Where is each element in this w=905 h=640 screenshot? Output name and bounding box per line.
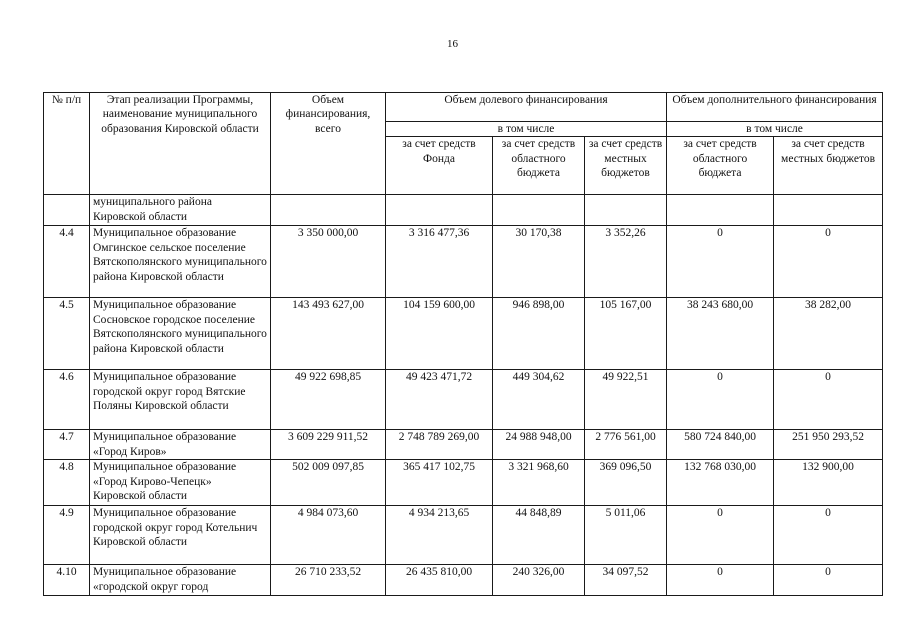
row-add-oblast: 0 — [667, 370, 774, 430]
row-name: муниципального района Кировской области — [90, 195, 271, 226]
row-num: 4.8 — [44, 460, 90, 506]
row-total — [271, 195, 386, 226]
row-add-local: 132 900,00 — [774, 460, 883, 506]
header-shared: Объем долевого финансирования — [386, 93, 667, 122]
table-row — [44, 430, 883, 460]
row-add-oblast: 0 — [667, 506, 774, 565]
row-total: 3 609 229 911,52 — [271, 430, 386, 460]
row-add-oblast — [667, 195, 774, 226]
header-add-local: за счет средств местных бюджетов — [774, 137, 883, 195]
row-oblast: 24 988 948,00 — [493, 430, 585, 460]
row-num: 4.5 — [44, 298, 90, 370]
header-oblast: за счет средств областного бюджета — [493, 137, 585, 195]
row-oblast: 30 170,38 — [493, 226, 585, 298]
row-add-oblast: 0 — [667, 565, 774, 596]
header-additional: Объем дополнительного финансирования — [667, 93, 883, 122]
row-local — [585, 195, 667, 226]
row-add-local: 0 — [774, 226, 883, 298]
row-add-oblast: 38 243 680,00 — [667, 298, 774, 370]
financing-table — [43, 92, 883, 596]
row-oblast: 44 848,89 — [493, 506, 585, 565]
row-oblast: 449 304,62 — [493, 370, 585, 430]
row-num: 4.6 — [44, 370, 90, 430]
row-name: Муниципальное образование Сосновское городское поселение Вятскополянского муниципального района Кировской области — [90, 298, 271, 370]
row-local: 49 922,51 — [585, 370, 667, 430]
row-name: Муниципальное образование городской округ город Вятские Поляны Кировской области — [90, 370, 271, 430]
header-including-shared: в том числе — [386, 122, 667, 137]
row-local: 2 776 561,00 — [585, 430, 667, 460]
page-number: 16 — [447, 38, 458, 50]
table-row — [44, 195, 883, 226]
row-name: Муниципальное образование «городской округ город — [90, 565, 271, 596]
row-add-local: 251 950 293,52 — [774, 430, 883, 460]
row-oblast: 3 321 968,60 — [493, 460, 585, 506]
table-row — [44, 506, 883, 565]
header-fund: за счет средств Фонда — [386, 137, 493, 195]
row-num: 4.7 — [44, 430, 90, 460]
row-add-oblast: 0 — [667, 226, 774, 298]
header-num: № п/п — [44, 93, 90, 195]
row-name: Муниципальное образование «Город Киров» — [90, 430, 271, 460]
row-local: 105 167,00 — [585, 298, 667, 370]
row-oblast — [493, 195, 585, 226]
row-add-oblast: 580 724 840,00 — [667, 430, 774, 460]
row-num — [44, 195, 90, 226]
row-add-local: 0 — [774, 506, 883, 565]
row-name: Муниципальное образование Омгинское сельское поселение Вятскополянского муниципального района Кировской области — [90, 226, 271, 298]
row-fund — [386, 195, 493, 226]
row-fund: 104 159 600,00 — [386, 298, 493, 370]
row-fund: 26 435 810,00 — [386, 565, 493, 596]
table-row — [44, 226, 883, 298]
row-num: 4.10 — [44, 565, 90, 596]
table-row — [44, 298, 883, 370]
row-total: 26 710 233,52 — [271, 565, 386, 596]
row-add-local — [774, 195, 883, 226]
table-row — [44, 460, 883, 506]
header-including-additional: в том числе — [667, 122, 883, 137]
row-total: 502 009 097,85 — [271, 460, 386, 506]
row-total: 4 984 073,60 — [271, 506, 386, 565]
row-fund: 4 934 213,65 — [386, 506, 493, 565]
table-row — [44, 565, 883, 596]
row-local: 3 352,26 — [585, 226, 667, 298]
row-total: 3 350 000,00 — [271, 226, 386, 298]
row-num: 4.4 — [44, 226, 90, 298]
header-add-oblast: за счет средств областного бюджета — [667, 137, 774, 195]
row-fund: 365 417 102,75 — [386, 460, 493, 506]
row-oblast: 946 898,00 — [493, 298, 585, 370]
row-add-local: 0 — [774, 370, 883, 430]
header-row-1 — [44, 93, 883, 122]
row-local: 5 011,06 — [585, 506, 667, 565]
row-name: Муниципальное образование городской округ город Котельнич Кировской области — [90, 506, 271, 565]
row-add-local: 38 282,00 — [774, 298, 883, 370]
row-add-local: 0 — [774, 565, 883, 596]
row-num: 4.9 — [44, 506, 90, 565]
row-fund: 49 423 471,72 — [386, 370, 493, 430]
row-total: 49 922 698,85 — [271, 370, 386, 430]
header-stage: Этап реализации Программы, наименование муниципального образования Кировской области — [90, 93, 271, 195]
header-local: за счет средств местных бюджетов — [585, 137, 667, 195]
row-name: Муниципальное образование «Город Кирово-Чепецк» Кировской области — [90, 460, 271, 506]
row-local: 34 097,52 — [585, 565, 667, 596]
row-add-oblast: 132 768 030,00 — [667, 460, 774, 506]
row-oblast: 240 326,00 — [493, 565, 585, 596]
row-fund: 2 748 789 269,00 — [386, 430, 493, 460]
header-total: Объем финансирования, всего — [271, 93, 386, 195]
row-total: 143 493 627,00 — [271, 298, 386, 370]
table-row — [44, 370, 883, 430]
row-fund: 3 316 477,36 — [386, 226, 493, 298]
row-local: 369 096,50 — [585, 460, 667, 506]
